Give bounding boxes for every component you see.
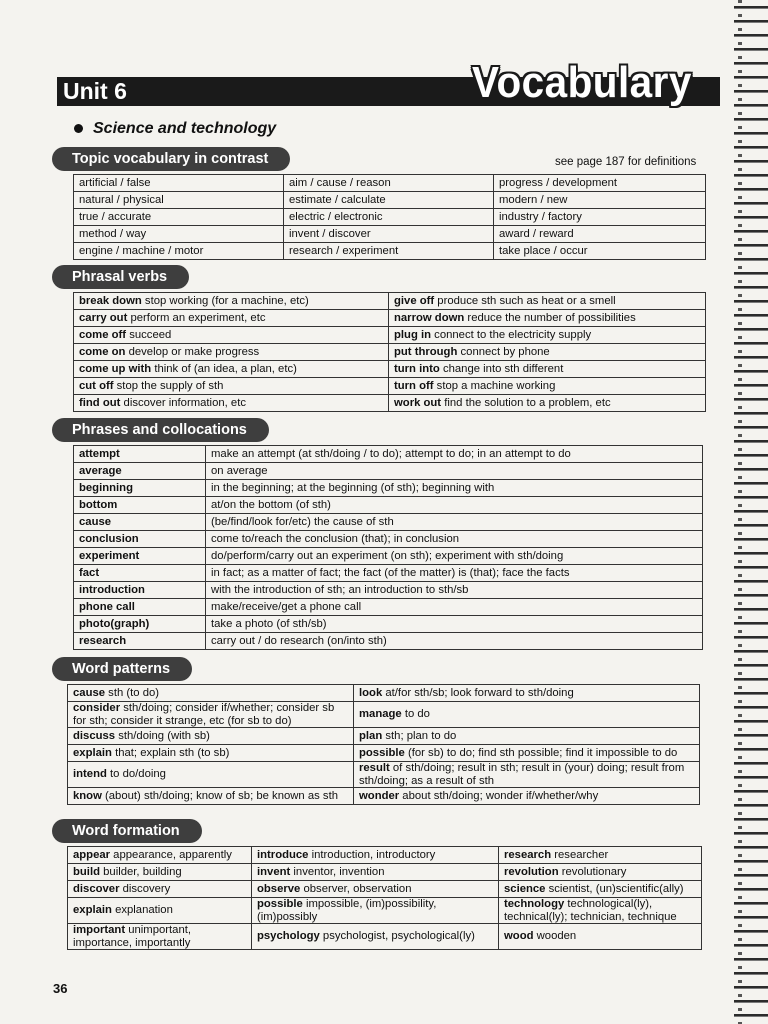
entry-term: turn into bbox=[394, 363, 440, 375]
entry-cell bbox=[252, 881, 499, 898]
entry-cell bbox=[74, 293, 389, 310]
entry-cell bbox=[68, 898, 252, 924]
entry-term: possible bbox=[257, 898, 303, 910]
vocab-pair-cell: progress / development bbox=[494, 175, 706, 192]
entry-term: observe bbox=[257, 882, 301, 895]
entry-term: plan bbox=[359, 729, 383, 742]
table-row bbox=[74, 531, 703, 548]
entry-definition: researcher bbox=[551, 848, 609, 861]
phrase-term-text: experiment bbox=[79, 550, 140, 562]
entry-term: come off bbox=[79, 329, 127, 341]
table-row bbox=[68, 847, 702, 864]
entry-definition: stop a machine working bbox=[433, 380, 556, 392]
vocab-pair-cell: electric / electronic bbox=[284, 209, 494, 226]
entry-definition: think of (an idea, a plan, etc) bbox=[151, 363, 297, 375]
phrase-term-text: cause bbox=[79, 516, 112, 528]
phrase-term-text: fact bbox=[79, 567, 100, 579]
entry-definition: inventor, invention bbox=[290, 865, 385, 878]
entry-definition: to do/doing bbox=[106, 768, 166, 781]
phrase-definition: (be/find/look for/etc) the cause of sth bbox=[206, 514, 703, 531]
table-row bbox=[68, 762, 700, 788]
table-row bbox=[74, 497, 703, 514]
vocab-pair-cell: engine / machine / motor bbox=[74, 243, 284, 260]
entry-cell bbox=[252, 864, 499, 881]
table-row bbox=[74, 192, 706, 209]
entry-term: revolution bbox=[504, 865, 559, 878]
table-row bbox=[74, 378, 706, 395]
entry-cell bbox=[68, 762, 354, 788]
phrase-term-text: average bbox=[79, 465, 122, 477]
table-row bbox=[74, 209, 706, 226]
phrase-term-text: introduction bbox=[79, 584, 145, 596]
entry-definition: sth; plan to do bbox=[382, 729, 457, 742]
entry-term: research bbox=[504, 848, 552, 861]
entry-definition: discover information, etc bbox=[120, 397, 246, 409]
page-number: 36 bbox=[53, 981, 68, 996]
entry-term: know bbox=[73, 789, 102, 802]
table-row bbox=[68, 881, 702, 898]
entry-cell bbox=[252, 898, 499, 924]
table-row bbox=[68, 788, 700, 805]
entry-term: build bbox=[73, 865, 100, 878]
phrase-term bbox=[74, 514, 206, 531]
entry-term: give off bbox=[394, 295, 435, 307]
entry-definition: sth/doing (with sb) bbox=[115, 729, 210, 742]
entry-definition: builder, building bbox=[99, 865, 182, 878]
entry-cell bbox=[74, 327, 389, 344]
entry-term: consider bbox=[73, 702, 121, 714]
phrase-term bbox=[74, 565, 206, 582]
entry-term: science bbox=[504, 882, 546, 895]
unit-title: Unit 6 bbox=[63, 78, 127, 104]
entry-definition: introduction, introductory bbox=[308, 848, 436, 861]
topic-vocab-heading: Topic vocabulary in contrast bbox=[52, 147, 290, 171]
vocab-pair-cell: research / experiment bbox=[284, 243, 494, 260]
entry-cell bbox=[389, 378, 706, 395]
table-row bbox=[74, 599, 703, 616]
vocab-pair-cell: industry / factory bbox=[494, 209, 706, 226]
entry-term: come up with bbox=[79, 363, 152, 375]
phrase-definition: come to/reach the conclusion (that); in conclusion bbox=[206, 531, 703, 548]
phrase-term bbox=[74, 531, 206, 548]
entry-definition: (for sb) to do; find sth possible; find it impossible to do bbox=[404, 746, 678, 759]
vocab-pair-cell: method / way bbox=[74, 226, 284, 243]
entry-cell bbox=[389, 361, 706, 378]
entry-cell bbox=[499, 881, 702, 898]
table-row bbox=[74, 446, 703, 463]
vocab-pair-cell: invent / discover bbox=[284, 226, 494, 243]
entry-cell bbox=[252, 924, 499, 950]
entry-term: discover bbox=[73, 882, 120, 895]
table-row bbox=[74, 633, 703, 650]
entry-definition: find the solution to a problem, etc bbox=[441, 397, 611, 409]
table-row bbox=[68, 924, 702, 950]
entry-definition: stop working (for a machine, etc) bbox=[141, 295, 309, 307]
topic-text: Science and technology bbox=[93, 120, 277, 137]
table-row bbox=[68, 864, 702, 881]
entry-cell bbox=[74, 361, 389, 378]
phrasal-verbs-heading: Phrasal verbs bbox=[52, 265, 189, 289]
entry-definition: impossible, (im)possibility, (im)possibly bbox=[257, 898, 437, 923]
phrase-definition: on average bbox=[206, 463, 703, 480]
table-row bbox=[74, 395, 706, 412]
phrase-definition: with the introduction of sth; an introduction to sth/sb bbox=[206, 582, 703, 599]
phrase-definition: in the beginning; at the beginning (of sth); beginning with bbox=[206, 480, 703, 497]
entry-cell bbox=[68, 685, 354, 702]
phrase-definition: do/perform/carry out an experiment (on sth); experiment with sth/doing bbox=[206, 548, 703, 565]
topic-vocab-table bbox=[73, 174, 706, 260]
phrase-term-text: conclusion bbox=[79, 533, 139, 545]
entry-cell bbox=[354, 762, 700, 788]
entry-definition: discovery bbox=[119, 882, 171, 895]
phrase-definition: at/on the bottom (of sth) bbox=[206, 497, 703, 514]
table-row bbox=[74, 565, 703, 582]
entry-definition: sth/doing; consider if/whether; consider sb for sth; consider it strange, etc (for sb to do) bbox=[73, 702, 335, 727]
vocab-pair-cell: natural / physical bbox=[74, 192, 284, 209]
entry-definition: change into sth different bbox=[439, 363, 564, 375]
vocab-pair-cell: artificial / false bbox=[74, 175, 284, 192]
phrasal-verbs-table bbox=[73, 292, 706, 412]
table-row bbox=[68, 685, 700, 702]
phrase-term bbox=[74, 582, 206, 599]
entry-definition: psychologist, psychological(ly) bbox=[319, 930, 475, 943]
phrase-definition: in fact; as a matter of fact; the fact (of the matter) is (that); face the facts bbox=[206, 565, 703, 582]
table-row bbox=[68, 745, 700, 762]
phrase-term bbox=[74, 599, 206, 616]
entry-cell bbox=[499, 898, 702, 924]
word-patterns-table bbox=[67, 684, 700, 805]
entry-cell bbox=[499, 924, 702, 950]
table-row bbox=[74, 175, 706, 192]
entry-term: psychology bbox=[257, 930, 320, 943]
entry-term: wood bbox=[504, 930, 534, 943]
table-row bbox=[74, 514, 703, 531]
entry-term: look bbox=[359, 686, 383, 699]
table-row bbox=[68, 728, 700, 745]
entry-definition: sth (to do) bbox=[105, 686, 160, 699]
vocab-pair-cell: aim / cause / reason bbox=[284, 175, 494, 192]
phrase-term-text: photo(graph) bbox=[79, 618, 150, 630]
table-row bbox=[74, 327, 706, 344]
entry-cell bbox=[499, 847, 702, 864]
entry-cell bbox=[354, 788, 700, 805]
entry-definition: at/for sth/sb; look forward to sth/doing bbox=[382, 686, 574, 699]
entry-definition: explanation bbox=[111, 904, 173, 917]
entry-definition: scientist, (un)scientific(ally) bbox=[545, 882, 684, 895]
word-patterns-heading: Word patterns bbox=[52, 657, 192, 681]
entry-definition: perform an experiment, etc bbox=[127, 312, 266, 324]
entry-definition: to do bbox=[401, 708, 430, 721]
phrase-term bbox=[74, 548, 206, 565]
entry-term: narrow down bbox=[394, 312, 465, 324]
bullet-icon bbox=[74, 124, 83, 133]
entry-term: find out bbox=[79, 397, 121, 409]
word-formation-table bbox=[67, 846, 702, 950]
entry-definition: reduce the number of possibilities bbox=[464, 312, 636, 324]
entry-cell bbox=[354, 685, 700, 702]
entry-definition: connect by phone bbox=[457, 346, 550, 358]
phrase-term bbox=[74, 633, 206, 650]
entry-cell bbox=[68, 881, 252, 898]
entry-term: explain bbox=[73, 746, 112, 759]
phrase-term-text: bottom bbox=[79, 499, 118, 511]
phrases-heading: Phrases and collocations bbox=[52, 418, 269, 442]
phrases-table bbox=[73, 445, 703, 650]
entry-term: carry out bbox=[79, 312, 128, 324]
entry-term: come on bbox=[79, 346, 126, 358]
entry-cell bbox=[389, 395, 706, 412]
section-title: Vocabulary bbox=[472, 58, 692, 107]
entry-term: cut off bbox=[79, 380, 114, 392]
entry-term: break down bbox=[79, 295, 142, 307]
phrase-term bbox=[74, 446, 206, 463]
entry-cell bbox=[389, 344, 706, 361]
entry-term: result bbox=[359, 762, 390, 774]
phrase-definition: carry out / do research (on/into sth) bbox=[206, 633, 703, 650]
entry-cell bbox=[68, 702, 354, 728]
entry-term: work out bbox=[394, 397, 442, 409]
entry-term: wonder bbox=[359, 789, 400, 802]
phrase-term bbox=[74, 463, 206, 480]
entry-definition: appearance, apparently bbox=[110, 848, 232, 861]
vocab-pair-cell: true / accurate bbox=[74, 209, 284, 226]
table-row bbox=[74, 616, 703, 633]
phrase-term-text: research bbox=[79, 635, 127, 647]
phrase-term-text: attempt bbox=[79, 448, 120, 460]
entry-definition: unimportant, importance, importantly bbox=[73, 924, 192, 949]
word-formation-heading: Word formation bbox=[52, 819, 202, 843]
entry-definition: produce sth such as heat or a smell bbox=[434, 295, 616, 307]
phrase-term bbox=[74, 616, 206, 633]
entry-term: explain bbox=[73, 904, 112, 917]
table-row bbox=[74, 548, 703, 565]
table-row bbox=[74, 293, 706, 310]
phrase-term bbox=[74, 480, 206, 497]
entry-definition: technological(ly), technical(ly); technician, technique bbox=[504, 898, 677, 923]
table-row bbox=[74, 243, 706, 260]
entry-cell bbox=[354, 728, 700, 745]
entry-cell bbox=[354, 745, 700, 762]
entry-definition: develop or make progress bbox=[125, 346, 260, 358]
entry-cell bbox=[68, 924, 252, 950]
entry-definition: observer, observation bbox=[300, 882, 412, 895]
entry-cell bbox=[74, 310, 389, 327]
entry-term: put through bbox=[394, 346, 458, 358]
entry-term: possible bbox=[359, 746, 405, 759]
entry-term: important bbox=[73, 924, 126, 936]
phrase-definition: make/receive/get a phone call bbox=[206, 599, 703, 616]
entry-term: manage bbox=[359, 708, 402, 721]
vocab-pair-cell: take place / occur bbox=[494, 243, 706, 260]
definitions-note: see page 187 for definitions bbox=[555, 156, 697, 168]
entry-term: intend bbox=[73, 768, 107, 781]
entry-cell bbox=[389, 310, 706, 327]
entry-term: turn off bbox=[394, 380, 434, 392]
phrase-term-text: phone call bbox=[79, 601, 135, 613]
table-row bbox=[68, 702, 700, 728]
entry-definition: connect to the electricity supply bbox=[431, 329, 592, 341]
table-row bbox=[74, 480, 703, 497]
entry-definition: succeed bbox=[126, 329, 172, 341]
table-row bbox=[74, 226, 706, 243]
entry-cell bbox=[68, 745, 354, 762]
phrase-term-text: beginning bbox=[79, 482, 133, 494]
entry-term: introduce bbox=[257, 848, 309, 861]
entry-term: appear bbox=[73, 848, 111, 861]
vocab-pair-cell: award / reward bbox=[494, 226, 706, 243]
entry-cell bbox=[354, 702, 700, 728]
entry-cell bbox=[74, 378, 389, 395]
entry-cell bbox=[68, 728, 354, 745]
table-row bbox=[74, 344, 706, 361]
entry-term: invent bbox=[257, 865, 291, 878]
table-row bbox=[74, 463, 703, 480]
entry-definition: wooden bbox=[533, 930, 577, 943]
entry-term: cause bbox=[73, 686, 106, 699]
entry-term: discuss bbox=[73, 729, 116, 742]
entry-cell bbox=[252, 847, 499, 864]
entry-definition: (about) sth/doing; know of sb; be known as sth bbox=[101, 789, 338, 802]
table-row bbox=[68, 898, 702, 924]
entry-cell bbox=[389, 293, 706, 310]
entry-term: technology bbox=[504, 898, 565, 910]
table-row bbox=[74, 582, 703, 599]
table-row bbox=[74, 310, 706, 327]
entry-cell bbox=[389, 327, 706, 344]
entry-definition: about sth/doing; wonder if/whether/why bbox=[399, 789, 599, 802]
entry-cell bbox=[68, 864, 252, 881]
spiral-binding bbox=[734, 0, 768, 1024]
phrase-definition: make an attempt (at sth/doing / to do); attempt to do; in an attempt to do bbox=[206, 446, 703, 463]
entry-cell bbox=[68, 788, 354, 805]
vocab-pair-cell: modern / new bbox=[494, 192, 706, 209]
entry-term: plug in bbox=[394, 329, 432, 341]
phrase-term bbox=[74, 497, 206, 514]
entry-cell bbox=[74, 395, 389, 412]
entry-definition: stop the supply of sth bbox=[113, 380, 224, 392]
entry-definition: of sth/doing; result in sth; result in (your) doing; result from sth/doing; as a result of sth bbox=[359, 762, 685, 787]
entry-definition: that; explain sth (to sb) bbox=[111, 746, 230, 759]
table-row bbox=[74, 361, 706, 378]
topic-heading bbox=[74, 120, 276, 138]
phrase-definition: take a photo (of sth/sb) bbox=[206, 616, 703, 633]
entry-cell bbox=[74, 344, 389, 361]
entry-cell bbox=[68, 847, 252, 864]
entry-cell bbox=[499, 864, 702, 881]
entry-definition: revolutionary bbox=[558, 865, 627, 878]
vocab-pair-cell: estimate / calculate bbox=[284, 192, 494, 209]
